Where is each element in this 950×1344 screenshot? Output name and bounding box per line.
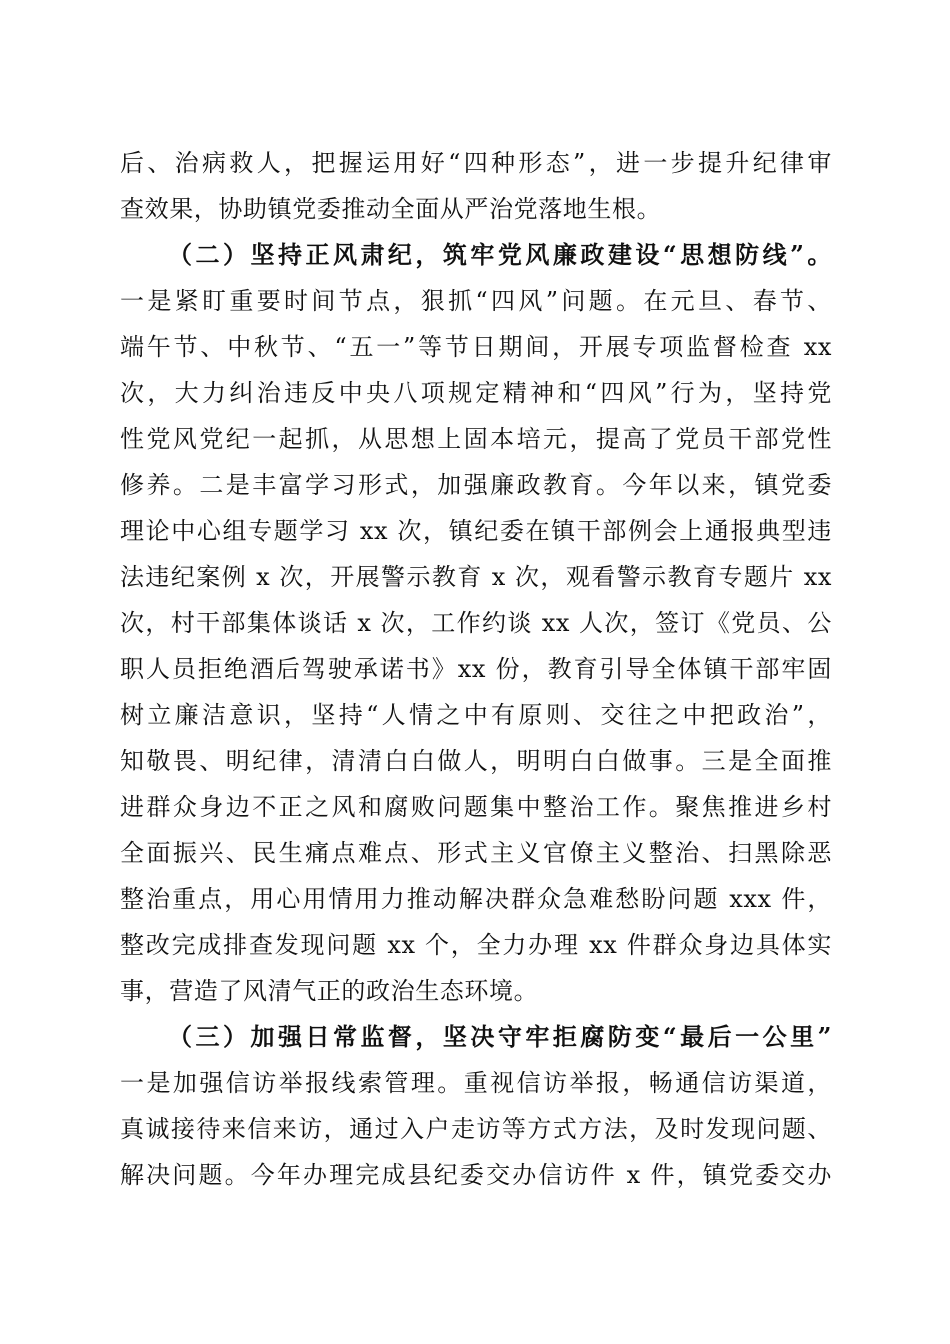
body-text-line: 进群众身边不正之风和腐败问题集中整治工作。聚焦推进乡村 (120, 793, 832, 821)
body-text-line: 后、治病救人，把握运用好“四种形态”，进一步提升纪律审 (120, 149, 832, 177)
body-text-line: 端午节、中秋节、“五一”等节日期间，开展专项监督检查 xx (120, 333, 832, 361)
body-text-line: 全面振兴、民生痛点难点、形式主义官僚主义整治、扫黑除恶 (120, 839, 832, 867)
body-text-line: 整治重点，用心用情用力推动解决群众急难愁盼问题 xxx 件， (120, 885, 832, 913)
body-text-line: 事，营造了风清气正的政治生态环境。 (120, 977, 539, 1005)
body-text-line: 知敬畏、明纪律，清清白白做人，明明白白做事。三是全面推 (120, 747, 832, 775)
body-text-line: 真诚接待来信来访，通过入户走访等方式方法，及时发现问题、 (120, 1115, 832, 1143)
section-heading-2: （二）坚持正风肃纪，筑牢党风廉政建设“思想防线”。 (168, 240, 832, 269)
body-text-line: 树立廉洁意识，坚持“人情之中有原则、交往之中把政治”， (120, 701, 832, 729)
body-text-line: 一是紧盯重要时间节点，狠抓“四风”问题。在元旦、春节、 (120, 287, 832, 315)
body-text-line: 法违纪案例 x 次，开展警示教育 x 次，观看警示教育专题片 xx (120, 563, 832, 591)
body-text-line: 整改完成排查发现问题 xx 个，全力办理 xx 件群众身边具体实 (120, 931, 832, 959)
body-text-line: 修养。二是丰富学习形式，加强廉政教育。今年以来，镇党委 (120, 471, 832, 499)
body-text-line: 理论中心组专题学习 xx 次，镇纪委在镇干部例会上通报典型违 (120, 517, 832, 545)
body-text-line: 次，大力纠治违反中央八项规定精神和“四风”行为，坚持党 (120, 379, 832, 407)
body-text-line: 解决问题。今年办理完成县纪委交办信访件 x 件，镇党委交办 (120, 1161, 832, 1189)
body-text-line: 职人员拒绝酒后驾驶承诺书》xx 份，教育引导全体镇干部牢固 (120, 655, 832, 683)
body-text-line: 次，村干部集体谈话 x 次，工作约谈 xx 人次，签订《党员、公 (120, 609, 832, 637)
body-text-line: 性党风党纪一起抓，从思想上固本培元，提高了党员干部党性 (120, 425, 832, 453)
body-text-line: 一是加强信访举报线索管理。重视信访举报，畅通信访渠道， (120, 1069, 832, 1097)
body-text-line: 查效果，协助镇党委推动全面从严治党落地生根。 (120, 195, 662, 223)
section-heading-3: （三）加强日常监督，坚决守牢拒腐防变“最后一公里” (168, 1022, 832, 1051)
